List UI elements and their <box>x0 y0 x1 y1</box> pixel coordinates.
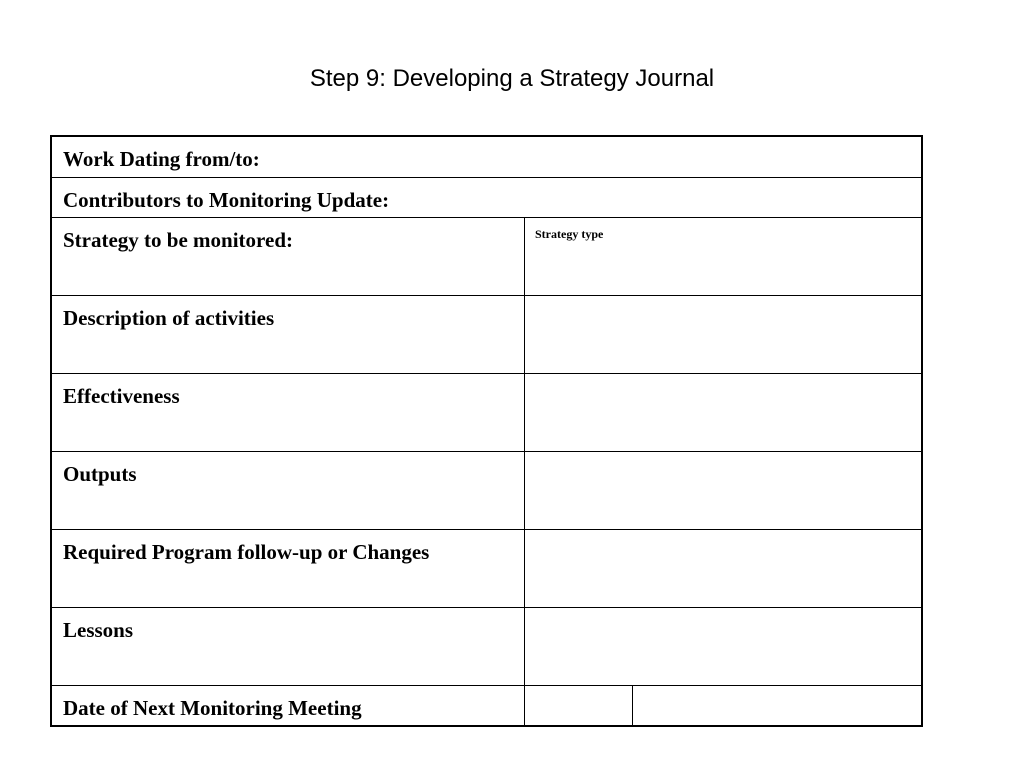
table-row-effectiveness <box>52 374 921 452</box>
next-meeting-detail-cell[interactable] <box>633 686 921 725</box>
row-label-contributors[interactable] <box>52 178 921 217</box>
next-meeting-date-cell[interactable] <box>525 686 633 725</box>
table-row-follow-up <box>52 530 921 608</box>
table-row-contributors <box>52 178 921 218</box>
row-label-text: Work Dating from/to: <box>63 147 260 171</box>
page-title: Step 9: Developing a Strategy Journal <box>309 65 715 92</box>
effectiveness-value-cell[interactable] <box>525 374 921 451</box>
follow-up-value-cell[interactable] <box>525 530 921 607</box>
strategy-type-cell[interactable] <box>525 218 921 295</box>
row-label-text: Date of Next Monitoring Meeting <box>63 696 362 720</box>
row-label-outputs <box>52 452 525 529</box>
row-label-text: Lessons <box>63 618 134 642</box>
lessons-value-cell[interactable] <box>525 608 921 685</box>
row-label-description <box>52 296 525 373</box>
table-row-description <box>52 296 921 374</box>
strategy-type-text: Strategy type <box>535 227 604 241</box>
table-row-next-meeting <box>52 686 921 725</box>
row-label-text: Contributors to Monitoring Update: <box>63 188 390 212</box>
row-label-text: Effectiveness <box>63 384 180 408</box>
row-label-effectiveness <box>52 374 525 451</box>
row-label-text: Required Program follow-up or Changes <box>63 540 430 564</box>
row-label-strategy <box>52 218 525 295</box>
table-row-strategy <box>52 218 921 296</box>
row-label-lessons <box>52 608 525 685</box>
outputs-value-cell[interactable] <box>525 452 921 529</box>
strategy-journal-table <box>50 135 923 727</box>
table-row-outputs <box>52 452 921 530</box>
row-label-text: Description of activities <box>63 306 275 330</box>
description-value-cell[interactable] <box>525 296 921 373</box>
row-label-text: Outputs <box>63 462 137 486</box>
table-row-work-dating <box>52 137 921 178</box>
table-row-lessons <box>52 608 921 686</box>
row-label-next-meeting <box>52 686 525 725</box>
row-label-text: Strategy to be monitored: <box>63 228 293 252</box>
row-label-follow-up <box>52 530 525 607</box>
row-label-work-dating[interactable] <box>52 137 921 177</box>
